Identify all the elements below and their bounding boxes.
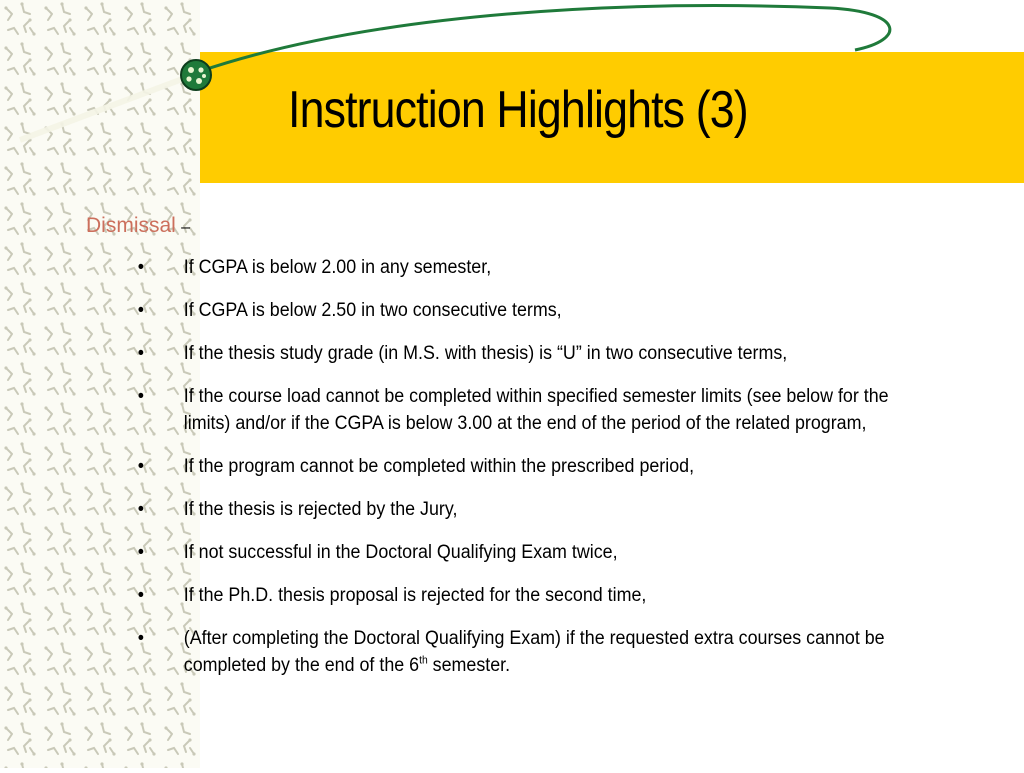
rule-text: If the thesis study grade (in M.S. with thesis) is “U” in two consecutive terms, — [183, 343, 788, 364]
orb-icon — [181, 60, 211, 90]
rule-text: If the Ph.D. thesis proposal is rejected for the second time, — [183, 585, 647, 606]
bullet: • — [137, 456, 144, 477]
list-item — [86, 254, 889, 281]
list-item — [86, 383, 889, 437]
bullet: • — [137, 585, 144, 606]
rule-text: If the course load cannot be completed within specified semester limits (see below for the limits) and/or if the CGPA is below 3.00 at the end of the period of the related program, — [183, 386, 889, 434]
list-item — [86, 453, 889, 480]
section-label: Dismissal — [86, 214, 176, 237]
bullet: • — [137, 386, 144, 407]
section-heading — [86, 212, 992, 241]
list-item — [86, 582, 889, 609]
bullet: • — [137, 628, 144, 649]
bullet: • — [137, 300, 144, 321]
rule-text: If the program cannot be completed within the prescribed period, — [183, 456, 695, 477]
list-item — [86, 340, 889, 367]
rule-text-after: semester. — [427, 655, 511, 676]
bullet: • — [137, 343, 144, 364]
section-dash: – — [181, 219, 191, 236]
rule-text: If CGPA is below 2.00 in any semester, — [183, 257, 492, 278]
rule-text: If the thesis is rejected by the Jury, — [183, 499, 458, 520]
slide-title: Instruction Highlights (3) — [288, 81, 748, 139]
rule-text: If CGPA is below 2.50 in two consecutive terms, — [183, 300, 562, 321]
slide-body — [86, 212, 992, 695]
rule-text-before: (After completing the Doctoral Qualifying Exam) if the requested extra courses cannot be completed by the end of the 6 — [183, 628, 885, 676]
rule-text: If not successful in the Doctoral Qualifying Exam twice, — [183, 542, 618, 563]
list-item — [86, 625, 889, 679]
bullet: • — [137, 257, 144, 278]
list-item — [86, 539, 889, 566]
superscript: th — [419, 654, 428, 667]
rules-list — [86, 254, 992, 679]
list-item — [86, 496, 889, 523]
bullet: • — [137, 542, 144, 563]
bullet: • — [137, 499, 144, 520]
list-item — [86, 297, 889, 324]
